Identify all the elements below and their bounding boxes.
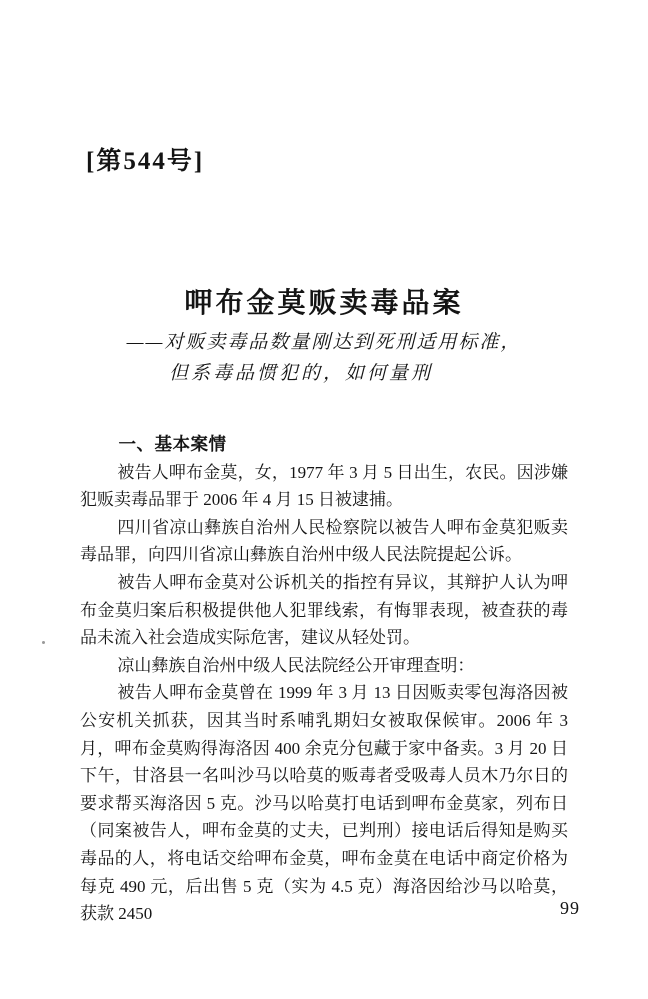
section-heading-basic-facts: 一、基本案情 [118,434,227,454]
case-title: 呷布金莫贩卖毒品案 [184,288,464,319]
paragraph-defense-opinion: 被告人呷布金莫对公诉机关的指控有异议，其辩护人认为呷布金莫归案后积极提供他人犯罪线索，有悔罪表现，被查获的毒品未流入社会造成实际危害，建议从轻处罚。 [80,572,568,648]
case-number-label: [第544号] [86,148,205,175]
body-text-block [80,431,568,928]
scan-speck-artifact [42,641,45,644]
paragraph-court-finding-intro: 凉山彝族自治州中级人民法院经公开审理查明： [117,655,475,675]
case-subtitle-line2: 但系毒品惯犯的，如何量刑 [168,363,433,384]
case-subtitle-line1: ——对贩卖毒品数量刚达到死刑适用标准， [126,332,522,353]
paragraph-case-details: 被告人呷布金莫曾在 1999 年 3 月 13 日因贩卖零包海洛因被公安机关抓获，因其当时系哺乳期妇女被取保候审。2006 年 3 月，呷布金莫购得海洛因 400 余克分包藏于家中备卖。3 月 20 日下午，甘洛县一名叫沙马以哈莫的贩毒者受吸毒人员木乃尔日的要求帮买海洛因 5 克。沙马以哈莫打电话到呷布金莫家，列布日（同案被告人，呷布金莫的丈夫，已判刑）接电话后得知是购买毒品的人，将电话交给呷布金莫，呷布金莫在电话中商定价格为每克 490 元，后出售 5 克（实为 4.5 克）海洛因给沙马以哈莫，获款 2450 [80,683,568,924]
page-number: 99 [560,898,580,918]
paragraph-defendant-info: 被告人呷布金莫，女，1977 年 3 月 5 日出生，农民。因涉嫌犯贩卖毒品罪于 2006 年 4 月 15 日被逮捕。 [80,462,568,510]
paragraph-prosecution: 四川省凉山彝族自治州人民检察院以被告人呷布金莫犯贩卖毒品罪，向四川省凉山彝族自治州中级人民法院提起公诉。 [80,517,568,565]
